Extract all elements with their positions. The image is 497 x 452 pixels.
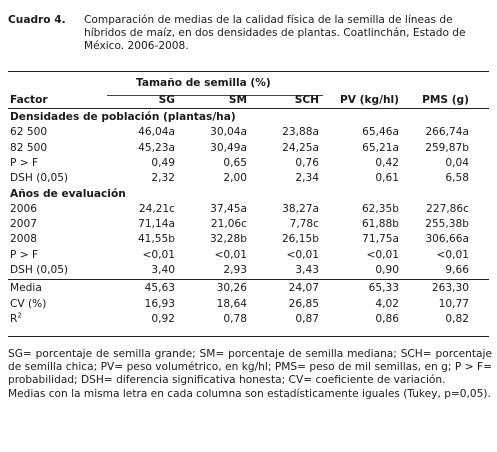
row-label: DSH (0,05) [10, 172, 69, 185]
caption-label: Cuadro 4. [8, 14, 66, 26]
group-header: Tamaño de semilla (%) [136, 77, 271, 89]
bottom-rule [8, 336, 489, 337]
table-cell: 32,28b [209, 233, 247, 246]
table-cell: 3,40 [151, 264, 175, 276]
table-cell: <0,01 [436, 248, 469, 261]
table-cell: 0,65 [223, 156, 247, 169]
row-label: CV (%) [10, 297, 47, 310]
table-cell: 0,49 [151, 156, 175, 169]
caption-text: Comparación de medias de la calidad física de la semilla de líneas de híbridos de maíz, en dos densidades de plantas. Coatlinchán, Estado de México. 2006-2008. [84, 14, 466, 52]
table-cell: 45,63 [144, 282, 175, 295]
table-cell: 0,90 [375, 264, 399, 276]
table-cell: 306,66a [425, 233, 469, 246]
section-title: Densidades de población (plantas/ha) [10, 111, 236, 123]
row-label: 82 500 [10, 141, 48, 154]
table-cell: 2,34 [295, 172, 319, 185]
row-label: 62 500 [10, 126, 48, 139]
table-cell: 23,88a [282, 126, 319, 139]
table-cell: 71,14a [138, 218, 175, 231]
row-label: 2006 [10, 202, 37, 215]
table-cell: 227,86c [426, 202, 469, 215]
column-header: SCH [294, 94, 319, 106]
table-cell: 7,78c [289, 218, 319, 231]
table-cell: <0,01 [286, 248, 319, 261]
table-notes [8, 348, 492, 401]
table-cell: 255,38b [425, 218, 469, 231]
table-cell: 0,82 [445, 312, 469, 325]
header-rule [8, 108, 489, 109]
table-cell: 0,76 [295, 156, 319, 169]
summary-rule [8, 279, 489, 280]
table-cell: 46,04a [138, 126, 175, 139]
table-cell: 0,86 [375, 312, 399, 325]
table-cell: 26,85 [288, 297, 319, 310]
table-cell: 30,49a [210, 141, 247, 154]
table-cell: 2,00 [223, 172, 247, 185]
table-cell: 62,35b [361, 202, 399, 215]
table-cell: 30,26 [216, 282, 247, 295]
table-cell: 61,88b [361, 218, 399, 231]
row-label: DSH (0,05) [10, 264, 69, 276]
table-cell: 0,78 [223, 312, 247, 325]
table-cell: 3,43 [295, 264, 319, 276]
table-cell: 30,04a [210, 126, 247, 139]
table-cell: 259,87b [425, 141, 469, 154]
row-label: P > F [10, 248, 39, 261]
r-squared-superscript: 2 [17, 311, 22, 320]
top-rule [8, 71, 489, 72]
row-label: $R^2$ [10, 311, 22, 325]
row-label: P > F [10, 156, 39, 169]
table-cell: 266,74a [425, 126, 469, 139]
table-cell: <0,01 [214, 248, 247, 261]
row-label: Media [10, 282, 42, 295]
table-cell: 4,02 [375, 297, 399, 310]
table-cell: 0,92 [151, 312, 175, 325]
table-cell: 0,87 [295, 312, 319, 325]
table-cell: <0,01 [366, 248, 399, 261]
table-cell: 2,32 [151, 172, 175, 185]
table-cell: 38,27a [282, 202, 319, 215]
table-cell: 24,21c [138, 202, 175, 215]
column-header: Factor [10, 94, 48, 106]
column-header: PMS (g) [422, 94, 469, 106]
table-cell: 65,46a [362, 126, 399, 139]
table-cell: 6,58 [445, 172, 469, 185]
table-cell: 10,77 [438, 297, 469, 310]
group-header-underline [107, 95, 323, 96]
table-cell: 37,45a [210, 202, 247, 215]
row-label: 2007 [10, 218, 37, 231]
column-header: SM [228, 94, 247, 106]
column-header: PV (kg/hl) [339, 94, 399, 106]
table-cell: 45,23a [138, 141, 175, 154]
table-cell: 0,04 [445, 156, 469, 169]
table-cell: <0,01 [142, 248, 175, 261]
table-cell: 9,66 [445, 264, 469, 276]
table-cell: 2,93 [223, 264, 247, 276]
table-cell: 16,93 [144, 297, 175, 310]
table-cell: 71,75a [362, 233, 399, 246]
table-cell: 0,61 [375, 172, 399, 185]
table-cell: 24,07 [288, 282, 319, 295]
section-title: Años de evaluación [10, 187, 126, 200]
table-cell: 26,15b [281, 233, 319, 246]
row-label: 2008 [10, 233, 37, 246]
table-cell: 263,30 [431, 282, 469, 295]
table-cell: 65,33 [368, 282, 399, 295]
abbreviations-note: SG= porcentaje de semilla grande; SM= porcentaje de semilla mediana; SCH= porcentaje de semilla chica; PV= peso volumétrico, en kg/hl; PMS= peso de mil semillas, en g; P > F= probabilidad; DSH= diferencia significativa honesta; CV= coeficiente de variación. [8, 348, 492, 387]
table-cell: 18,64 [216, 297, 247, 310]
table-cell: 24,25a [282, 141, 319, 154]
table-cell: 0,42 [375, 156, 399, 169]
column-header: SG [158, 94, 175, 106]
tukey-note: Medias con la misma letra en cada columna son estadísticamente iguales (Tukey, p=0,05). [8, 387, 491, 400]
table-cell: 41,55b [137, 233, 175, 246]
table-cell: 65,21a [362, 141, 399, 154]
table-cell: 21,06c [210, 218, 247, 231]
